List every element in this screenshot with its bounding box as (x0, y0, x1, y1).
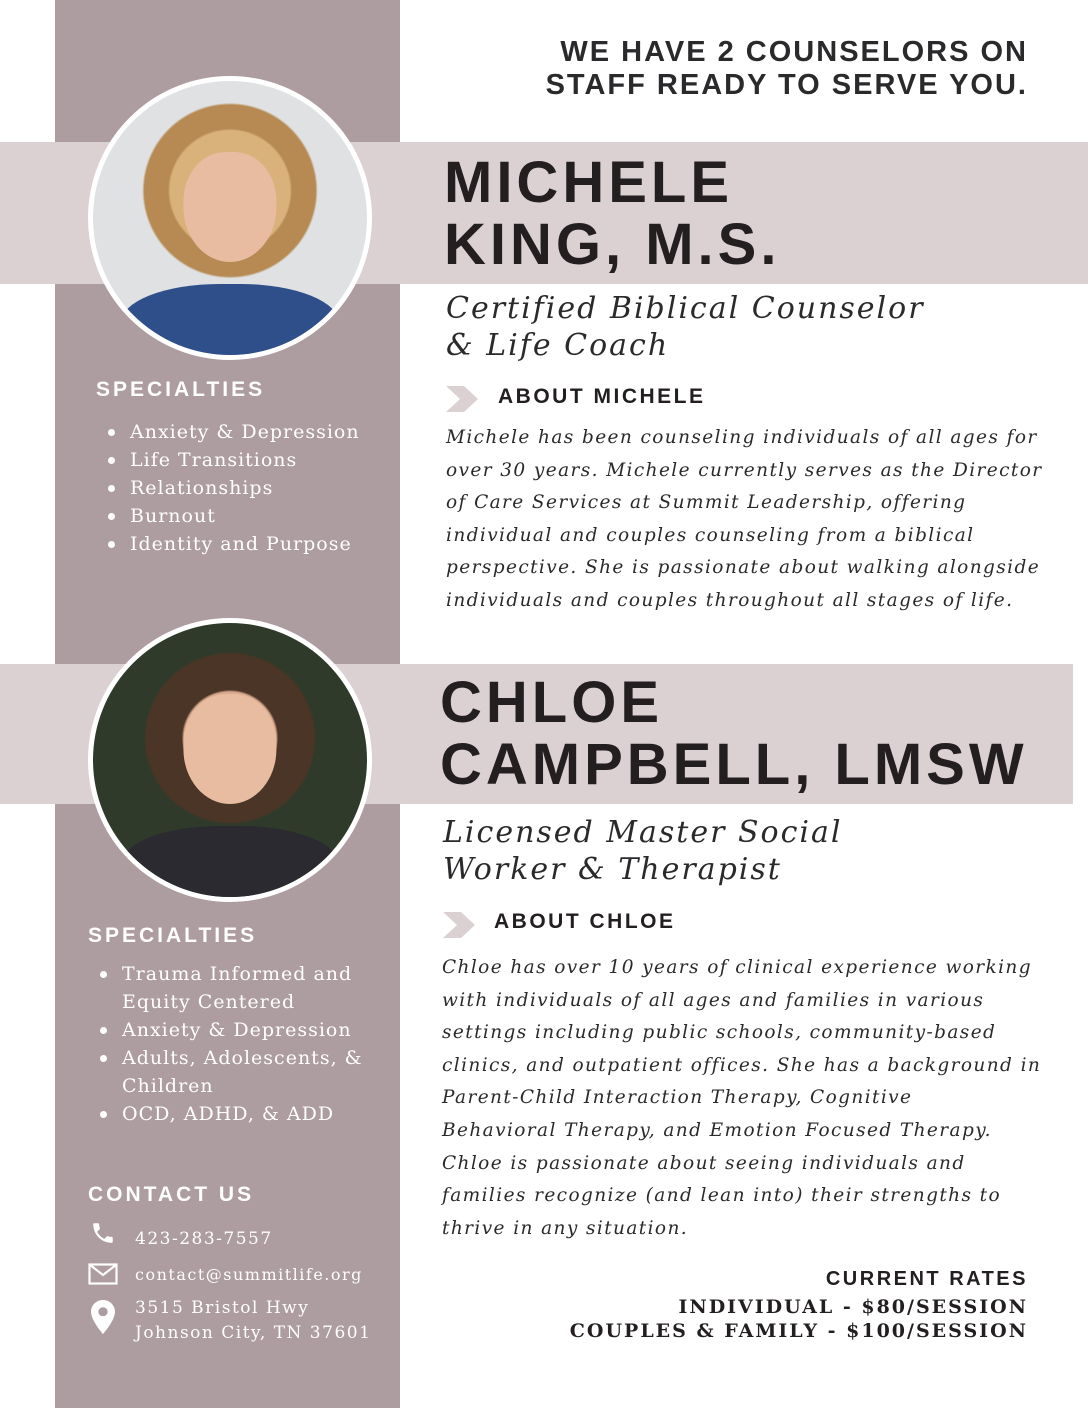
list-item: Anxiety & Depression (96, 1016, 363, 1044)
list-item-line: Equity Centered (122, 991, 296, 1013)
bio-line: Michele has been counseling individuals of all ages for (446, 427, 1038, 448)
chevron-right-icon (446, 386, 478, 412)
address-line-1: 3515 Bristol Hwy (135, 1298, 310, 1318)
bio-line: Chloe has over 10 years of clinical experience working (442, 957, 1032, 978)
phone-number[interactable]: 423-283-7557 (135, 1229, 273, 1249)
current-rates-heading: CURRENT RATES (825, 1268, 1028, 1290)
michele-bio (446, 422, 1043, 618)
bio-line: families recognize (and lean into) their strengths to (442, 1185, 1002, 1207)
bio-line: perspective. She is passionate about walking alongside (446, 557, 1041, 579)
list-item: Identity and Purpose (104, 530, 360, 558)
chloe-name-line-2: CAMPBELL, LMSW (440, 732, 1028, 797)
phone-icon (90, 1220, 116, 1246)
chloe-name (440, 672, 1028, 796)
bio-line: Behavioral Therapy, and Emotion Focused Therapy. (442, 1119, 992, 1141)
bio-line: Parent-Child Interaction Therapy, Cognitive (442, 1087, 913, 1109)
email-address[interactable]: contact@summitlife.org (135, 1265, 363, 1284)
chloe-shoulders (120, 826, 339, 902)
page-headline (546, 36, 1028, 102)
bio-line: individuals and couples throughout all stages of life. (446, 589, 1014, 611)
list-item (96, 960, 363, 1016)
bio-line: clinics, and outpatient offices. She has a background in (442, 1054, 1042, 1076)
bio-line: Chloe is passionate about seeing individuals and (442, 1152, 966, 1174)
headline-line-2: STAFF READY TO SERVE YOU. (545, 69, 1028, 101)
bio-line: over 30 years. Michele currently serves as the Director (446, 459, 1043, 481)
list-item: Burnout (104, 502, 360, 530)
michele-specialties-heading: SPECIALTIES (96, 378, 266, 401)
chloe-title (443, 814, 842, 888)
chloe-title-line-1: Licensed Master Social (443, 815, 843, 850)
list-item: Relationships (104, 474, 360, 502)
list-item-line: Trauma Informed and (122, 963, 353, 985)
michele-title-line-2: & Life Coach (446, 328, 670, 363)
michele-specialties-list (104, 418, 360, 558)
michele-title-line-1: Certified Biblical Counselor (446, 291, 925, 326)
chloe-title-line-2: Worker & Therapist (443, 852, 782, 887)
list-item: Life Transitions (104, 446, 360, 474)
bio-line: individual and couples counseling from a biblical (446, 524, 975, 546)
bio-line: of Care Services at Summit Leadership, offering (446, 492, 967, 514)
list-item-line: Children (122, 1075, 214, 1097)
rate-individual: INDIVIDUAL - $80/SESSION (678, 1296, 1028, 1318)
michele-shoulders (120, 284, 339, 360)
contact-heading: CONTACT US (88, 1183, 255, 1206)
list-item: OCD, ADHD, & ADD (96, 1100, 363, 1128)
michele-portrait (88, 76, 372, 360)
address (135, 1296, 371, 1346)
map-pin-icon (91, 1300, 115, 1334)
bio-line: with individuals of all ages and families in various (442, 989, 985, 1011)
chloe-specialties-heading: SPECIALTIES (88, 924, 258, 947)
michele-name-line-1: MICHELE (444, 150, 733, 215)
bio-line: settings including public schools, community-based (442, 1022, 997, 1044)
headline-line-1: WE HAVE 2 COUNSELORS ON (560, 36, 1028, 68)
michele-name-line-2: KING, M.S. (444, 212, 781, 277)
chloe-portrait (88, 618, 372, 902)
chloe-face (183, 694, 276, 804)
address-line-2: Johnson City, TN 37601 (135, 1323, 372, 1343)
michele-name (444, 152, 780, 276)
michele-face (183, 152, 276, 262)
chloe-specialties-list (96, 960, 363, 1128)
rate-couples-family: COUPLES & FAMILY - $100/SESSION (569, 1320, 1028, 1342)
bio-line: thrive in any situation. (442, 1217, 689, 1239)
chevron-right-icon (443, 912, 475, 938)
envelope-icon (88, 1263, 118, 1285)
list-item (96, 1044, 363, 1100)
michele-title (446, 290, 925, 364)
about-michele-heading: ABOUT MICHELE (498, 385, 706, 408)
about-chloe-heading: ABOUT CHLOE (494, 910, 676, 933)
list-item-line: Adults, Adolescents, & (122, 1047, 363, 1069)
list-item: Anxiety & Depression (104, 418, 360, 446)
chloe-name-line-1: CHLOE (440, 670, 663, 735)
chloe-bio (442, 952, 1041, 1245)
